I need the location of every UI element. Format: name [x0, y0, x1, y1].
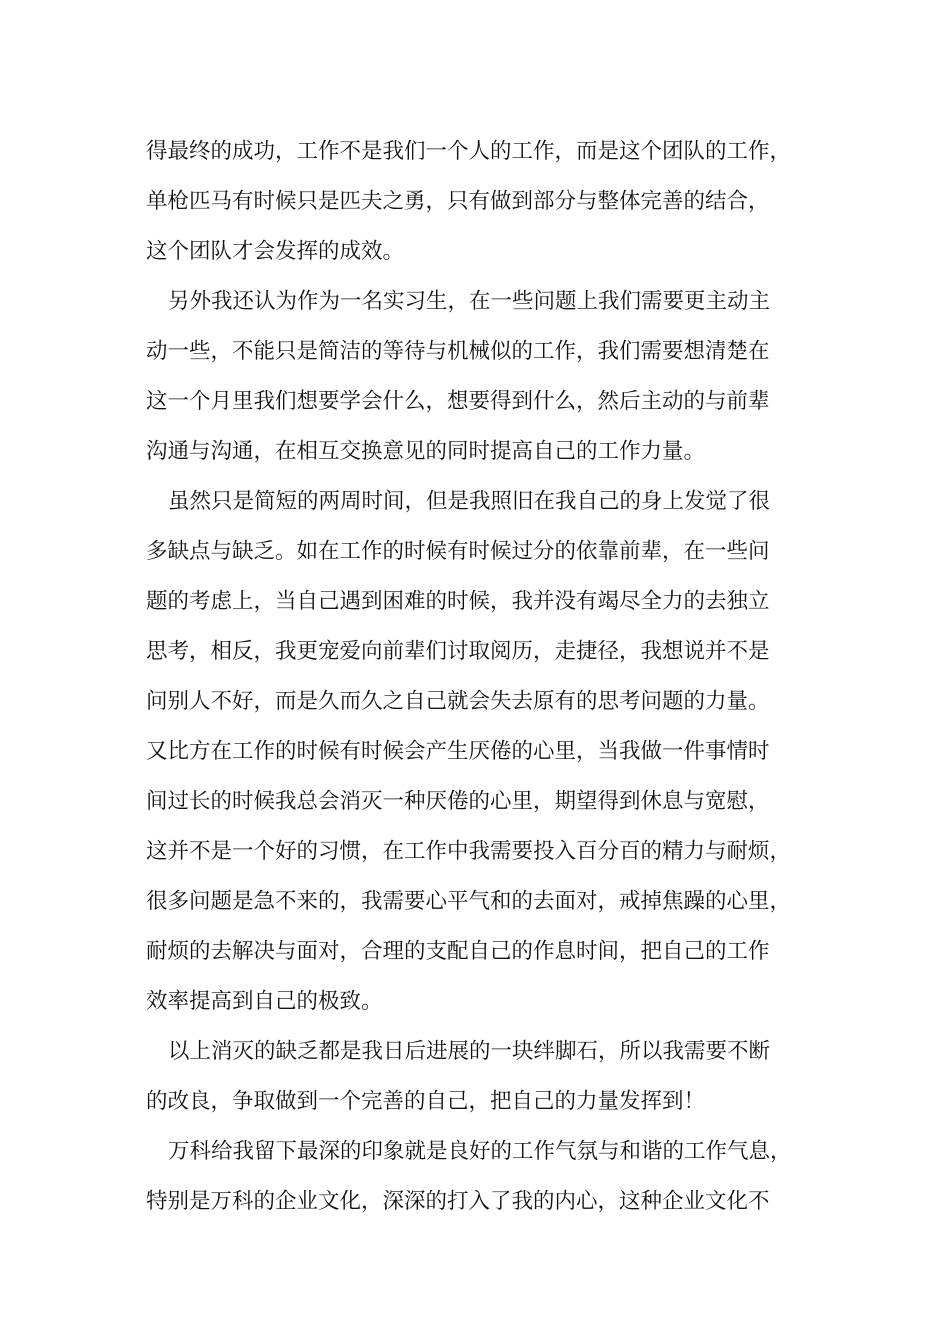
text-line: 间过长的时候我总会消灭一种厌倦的心里，期望得到休息与宽慰， — [146, 789, 770, 814]
text-line: 多缺点与缺乏。如在工作的时候有时候过分的依靠前辈，在一些问 — [146, 539, 770, 564]
text-line: 思考，相反，我更宠爱向前辈们讨取阅历，走捷径，我想说并不是 — [146, 639, 770, 664]
text-line: 问别人不好，而是久而久之自己就会失去原有的思考问题的力量。 — [146, 689, 770, 714]
text-line: 又比方在工作的时候有时候会产生厌倦的心里，当我做一件事情时 — [146, 739, 770, 764]
text-line: 单枪匹马有时候只是匹夫之勇，只有做到部分与整体完善的结合， — [146, 189, 770, 214]
text-line: 很多问题是急不来的，我需要心平气和的去面对，戒掉焦躁的心里， — [146, 889, 792, 914]
text-line: 这并不是一个好的习惯，在工作中我需要投入百分百的精力与耐烦， — [146, 839, 792, 864]
text-line: 这一个月里我们想要学会什么，想要得到什么，然后主动的与前辈 — [146, 389, 770, 414]
text-line: 沟通与沟通，在相互交换意见的同时提高自己的工作力量。 — [146, 439, 706, 464]
text-line: 这个团队才会发挥的成效。 — [146, 239, 405, 264]
text-line: 得最终的成功，工作不是我们一个人的工作，而是这个团队的工作， — [146, 139, 792, 164]
text-line: 虽然只是简短的两周时间，但是我照旧在我自己的身上发觉了很 — [168, 489, 771, 514]
text-line: 另外我还认为作为一名实习生，在一些问题上我们需要更主动主 — [168, 289, 771, 314]
text-line: 的改良，争取做到一个完善的自己，把自己的力量发挥到！ — [146, 1089, 706, 1114]
text-line: 以上消灭的缺乏都是我日后进展的一块绊脚石，所以我需要不断 — [168, 1039, 771, 1064]
document-body — [146, 127, 826, 1227]
text-line: 效率提高到自己的极致。 — [146, 989, 383, 1014]
text-line: 动一些，不能只是简洁的等待与机械似的工作，我们需要想清楚在 — [146, 339, 770, 364]
text-line: 耐烦的去解决与面对，合理的支配自己的作息时间，把自己的工作 — [146, 939, 770, 964]
text-line: 题的考虑上，当自己遇到困难的时候，我并没有竭尽全力的去独立 — [146, 589, 770, 614]
text-line: 万科给我留下最深的印象就是良好的工作气氛与和谐的工作气息， — [168, 1139, 792, 1164]
text-line: 特别是万科的企业文化，深深的打入了我的内心，这种企业文化不 — [146, 1189, 770, 1214]
